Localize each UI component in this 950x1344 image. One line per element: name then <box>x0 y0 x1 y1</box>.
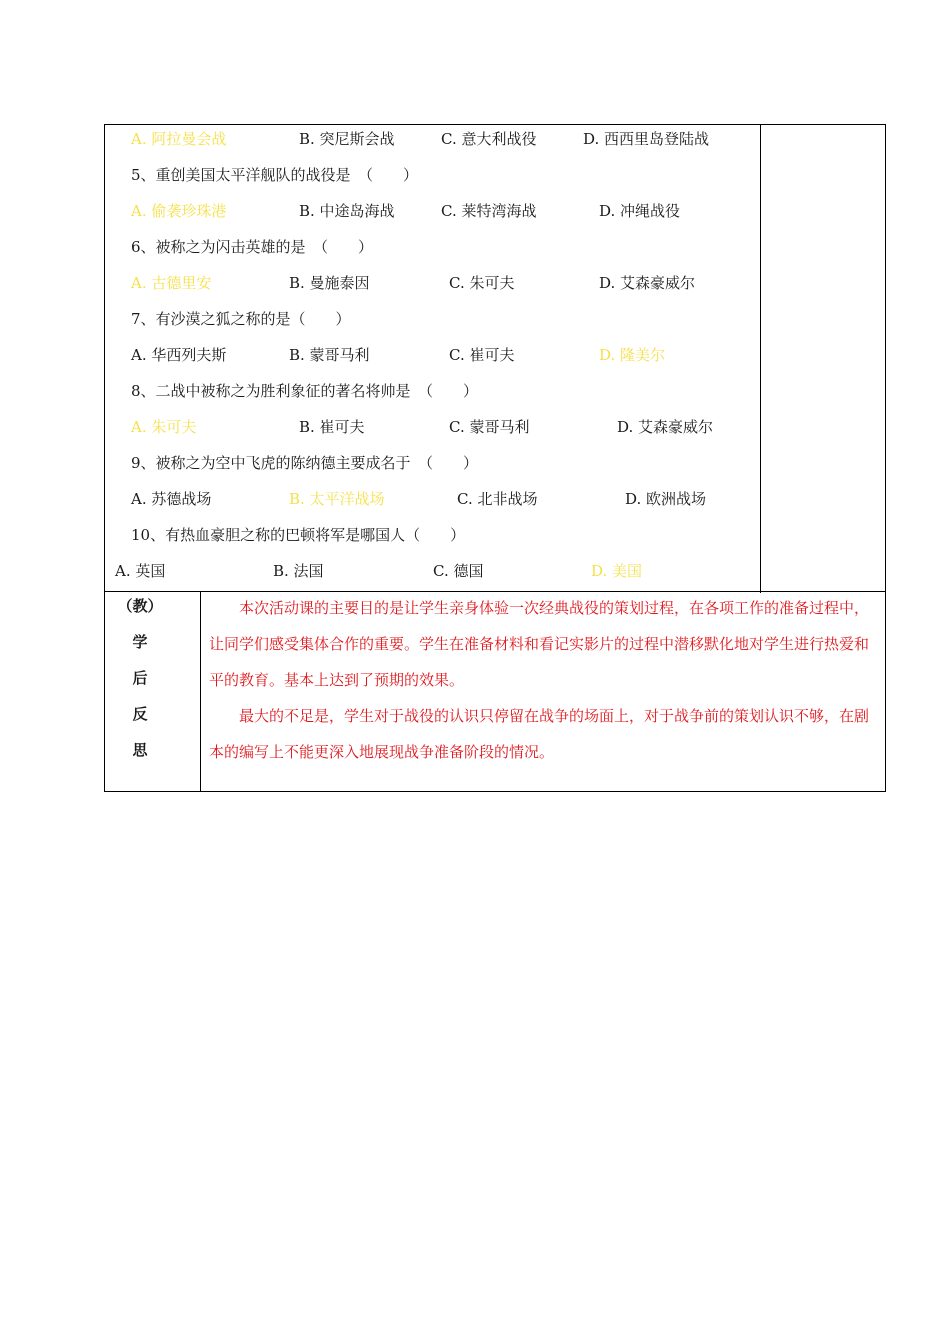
option: A. 英国 <box>115 562 166 580</box>
label-char: 反 <box>132 705 148 723</box>
option: A. 华西列夫斯 <box>131 346 227 364</box>
quiz-table <box>104 124 886 592</box>
option: D. 西西里岛登陆战 <box>583 130 710 148</box>
label-char: 后 <box>132 669 148 687</box>
question-text: 5、重创美国太平洋舰队的战役是 （ ） <box>131 166 419 184</box>
option: A. 偷袭珍珠港 <box>131 202 227 220</box>
column-divider <box>200 592 201 791</box>
question-text: 8、二战中被称之为胜利象征的著名将帅是 （ ） <box>131 382 479 400</box>
option: C. 崔可夫 <box>449 346 515 364</box>
question-text: 9、被称之为空中飞虎的陈纳德主要成名于 （ ） <box>131 454 479 472</box>
reflection-paragraph: 最大的不足是，学生对于战役的认识只停留在战争的场面上，对于战争前的策划认识不够，在剧本的编写上不能更深入地展现战争准备阶段的情况。 <box>209 707 870 761</box>
option: A. 古德里安 <box>131 274 212 292</box>
option: D. 艾森豪威尔 <box>617 418 714 436</box>
column-divider <box>760 125 761 593</box>
option: A. 朱可夫 <box>131 418 197 436</box>
option: C. 北非战场 <box>457 490 538 508</box>
reflection-table <box>104 591 886 792</box>
option: A. 阿拉曼会战 <box>131 130 227 148</box>
option: B. 法国 <box>273 562 324 580</box>
label-char: 学 <box>132 633 148 651</box>
option: C. 朱可夫 <box>449 274 515 292</box>
question-text: 7、有沙漠之狐之称的是（ ） <box>131 310 351 328</box>
reflection-text <box>209 590 879 770</box>
option: B. 崔可夫 <box>299 418 365 436</box>
option: D. 欧洲战场 <box>625 490 707 508</box>
reflection-paragraph: 本次活动课的主要目的是让学生亲身体验一次经典战役的策划过程，在各项工作的准备过程中，让同学们感受集体合作的重要。学生在准备材料和看记实影片的过程中潜移默化地对学生进行热爱和平的教育。基本上达到了预期的效果。 <box>209 599 870 689</box>
option: C. 德国 <box>433 562 484 580</box>
option: B. 曼施泰因 <box>289 274 370 292</box>
option: A. 苏德战场 <box>131 490 212 508</box>
option: C. 蒙哥马利 <box>449 418 530 436</box>
option: D. 冲绳战役 <box>599 202 681 220</box>
question-text: 6、被称之为闪击英雄的是 （ ） <box>131 238 374 256</box>
option: D. 美国 <box>591 562 643 580</box>
option: B. 中途岛海战 <box>299 202 395 220</box>
label-char: （教） <box>117 597 163 615</box>
option: D. 艾森豪威尔 <box>599 274 696 292</box>
option: B. 突尼斯会战 <box>299 130 395 148</box>
option: D. 隆美尔 <box>599 346 666 364</box>
option: B. 蒙哥马利 <box>289 346 370 364</box>
option: B. 太平洋战场 <box>289 490 385 508</box>
label-char: 思 <box>132 741 148 759</box>
option: C. 意大利战役 <box>441 130 537 148</box>
option: C. 莱特湾海战 <box>441 202 537 220</box>
question-text: 10、有热血豪胆之称的巴顿将军是哪国人（ ） <box>131 526 466 544</box>
